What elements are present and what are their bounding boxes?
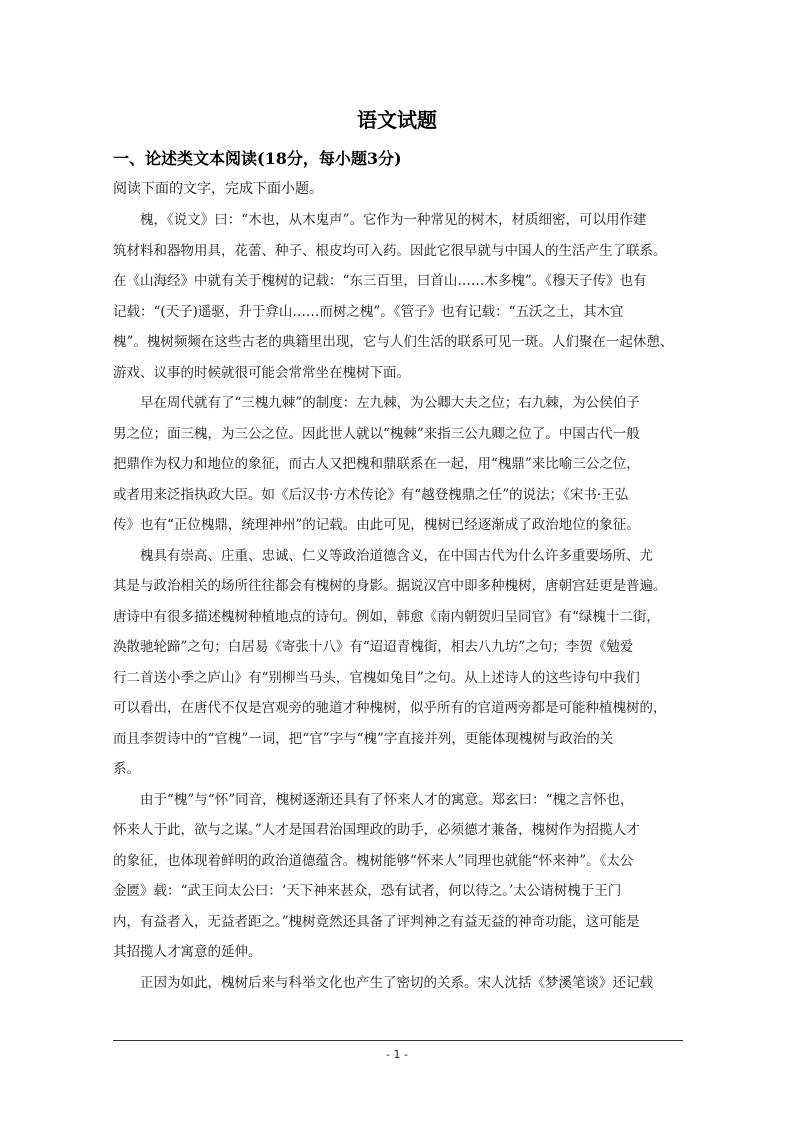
passage-line: 行二首送小季之庐山》有“别柳当马头，官槐如兔目”之句。从上述诗人的这些诗句中我们 <box>113 669 640 686</box>
passage-line: 的象征，也体现着鲜明的政治道德蕴含。槐树能够“怀来人”同理也就能“怀来神”。《太公 <box>113 852 634 869</box>
passage-line: 怀来人于此，欲与之谋。”人才是国君治国理政的助手，必须德才兼备，槐树作为招揽人才 <box>113 822 640 838</box>
passage-line: 涣散驰轮蹄”之句；白居易《寄张十八》有“迢迢青槐街，相去八九坊”之句；李贺《勉爱 <box>113 639 634 655</box>
passage-line: 男之位；面三槐，为三公之位。因此世人就以“槐棘”来指三公九卿之位了。中国古代一般 <box>113 425 640 442</box>
passage-body <box>113 205 683 998</box>
passage-line: 而且李贺诗中的“官槐”一词，把“官”字与“槐”字直接并列，更能体现槐树与政治的关 <box>113 730 614 747</box>
passage-line: 记载：“(天子)遥驱，升于弇山……而树之槐”。《管子》也有记载：“五沃之土，其木宜 <box>113 303 624 320</box>
passage-line: 或者用来泛指执政大臣。如《后汉书·方术传论》有“越登槐鼎之任”的说法；《宋书·王弘 <box>113 486 629 503</box>
passage-line: 筑材料和器物用具，花蕾、种子、根皮均可入药。因此它很早就与中国人的生活产生了联系。 <box>113 242 667 259</box>
passage-line: 可以看出，在唐代不仅是宫观旁的驰道才种槐树，似乎所有的官道两旁都是可能种植槐树的， <box>113 700 667 716</box>
passage-line: 其是与政治相关的场所往往都会有槐树的身影。据说汉宫中即多种槐树，唐朝宫廷更是普遍。 <box>113 578 667 594</box>
passage-line: 金匮》载：“武王问太公曰：‘天下神来甚众，恐有试者，何以待之。’太公请树槐于王门 <box>113 883 622 899</box>
passage-line: 槐，《说文》曰：“木也，从木鬼声”。它作为一种常见的树木，材质细密，可以用作建 <box>113 212 647 228</box>
passage-line: 在《山海经》中就有关于槐树的记载：“东三百里，曰首山……木多槐”。《穆天子传》也有 <box>113 273 647 289</box>
passage-line: 由于“槐”与“怀”同音，槐树逐渐还具有了怀来人才的寓意。郑玄曰：“槐之言怀也， <box>113 791 634 808</box>
passage-line: 早在周代就有了“三槐九棘”的制度：左九棘，为公卿大夫之位；右九棘，为公侯伯子 <box>113 395 640 411</box>
passage-line: 其招揽人才寓意的延伸。 <box>113 944 262 960</box>
document-title: 语文试题 <box>357 108 437 132</box>
passage-line: 槐”。槐树频频在这些古老的典籍里出现，它与人们生活的联系可见一斑。人们聚在一起休憩、 <box>113 334 674 350</box>
reading-instruction: 阅读下面的文字，完成下面小题。 <box>113 181 323 197</box>
passage-line: 传》也有“正位槐鼎，统理神州”的记载。由此可见，槐树已经逐渐成了政治地位的象征。 <box>113 517 640 533</box>
passage-line: 槐具有崇高、庄重、忠诚、仁义等政治道德含义，在中国古代为什么许多重要场所、尤 <box>113 547 653 564</box>
page-number: - 1 - <box>386 1048 408 1061</box>
passage-line: 系。 <box>113 761 140 777</box>
footer-divider <box>113 1040 683 1041</box>
section-heading: 一、论述类文本阅读(18分，每小题3分) <box>113 149 402 168</box>
passage-line: 游戏、议事的时候就很可能会常常坐在槐树下面。 <box>113 364 410 381</box>
passage-line: 把鼎作为权力和地位的象征，而古人又把槐和鼎联系在一起，用“槐鼎”来比喻三公之位， <box>113 456 640 472</box>
passage-line: 唐诗中有很多描述槐树种植地点的诗句。例如，韩愈《南内朝贺归呈同官》有“绿槐十二街， <box>113 608 660 625</box>
passage-line: 内，有益者入，无益者距之。”槐树竟然还具备了评判神之有益无益的神奇功能，这可能是 <box>113 913 640 930</box>
passage-line: 正因为如此，槐树后来与科举文化也产生了密切的关系。宋人沈括《梦溪笔谈》还记载 <box>113 974 653 991</box>
